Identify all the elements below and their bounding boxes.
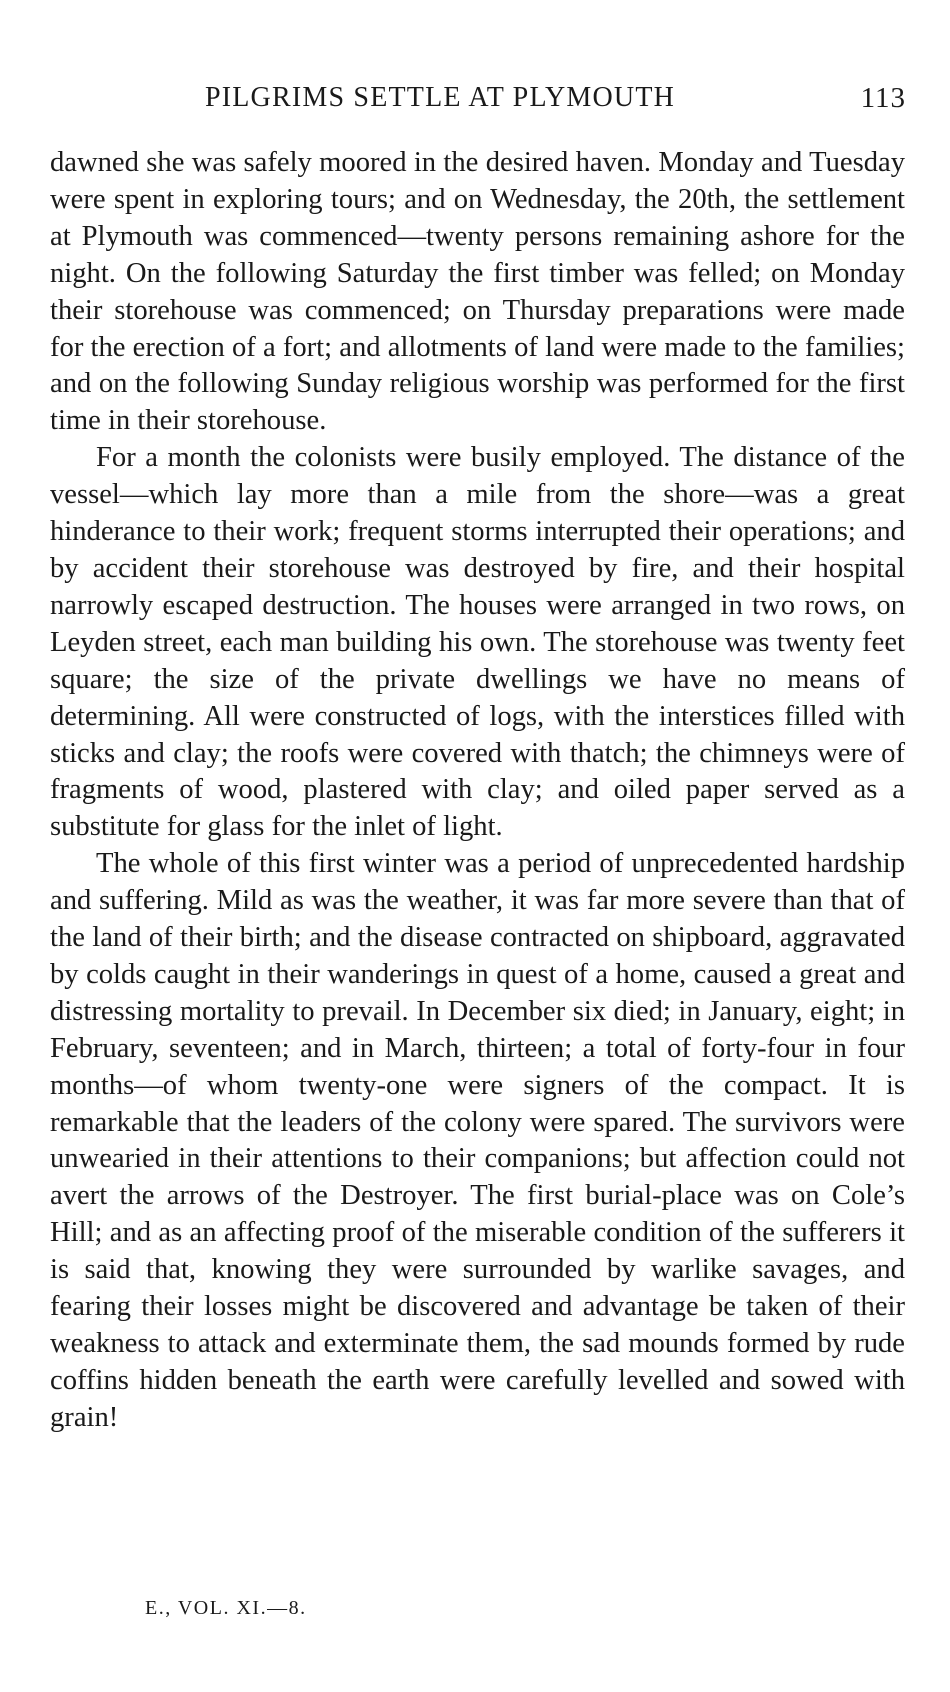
paragraph-colonists-employed: For a month the colonists were busily employed. The distance of the vessel—which lay more than a mile from the shore—was a great hinderance to their work; frequent storms interrupted their operations; and by accident their storehouse was destroyed by fire, and their hospital narrowly escaped destruction. The houses were arranged in two rows, on Leyden street, each man building his own. The storehouse was twenty feet square; the size of the private dwellings we have no means of determining. All were constructed of logs, with the interstices filled with sticks and clay; the roofs were covered with thatch; the chimneys were of fragments of wood, plastered with clay; and oiled paper served as a substitute for glass for the inlet of light.	[50, 442, 905, 843]
paragraph-first-winter: The whole of this first winter was a period of unprecedented hardship and suffering. Mild as was the weather, it was far more severe than that of the land of their birth; and the disease contracted on shipboard, aggravated by colds caught in their wanderings in quest of a home, caused a great and distressing mortality to prevail. In December six died; in January, eight; in February, seventeen; and in March, thirteen; a total of forty-four in four months—of whom twenty-one were signers of the compact. It is remarkable that the leaders of the colony were spared. The survivors were unwearied in their attentions to their companions; but affection could not avert the arrows of the Destroyer. The first burial-place was on Cole’s Hill; and as an affecting proof of the miserable condition of the sufferers it is said that, knowing they were surrounded by warlike savages, and fearing their losses might be discovered and advantage be taken of their weakness to attack and exterminate them, the sad mounds formed by rude coffins hidden beneath the earth were carefully levelled and sowed with grain!	[50, 848, 905, 1433]
signature-mark: E., VOL. XI.—8.	[145, 1597, 307, 1619]
running-head-title: PILGRIMS SETTLE AT PLYMOUTH	[204, 82, 676, 113]
paragraph-continued: dawned she was safely moored in the desired haven. Monday and Tuesday were spent in exploring tours; and on Wednesday, the 20th, the settlement at Plymouth was commenced—twenty persons remaining ashore for the night. On the following Saturday the first timber was felled; on Monday their storehouse was commenced; on Thursday preparations were made for the erection of a fort; and allotments of land were made to the families; and on the following Sunday religious worship was performed for the first time in their storehouse.	[50, 147, 905, 437]
page-number: 113	[860, 82, 906, 114]
body-text	[50, 145, 905, 1437]
running-head	[50, 78, 906, 118]
